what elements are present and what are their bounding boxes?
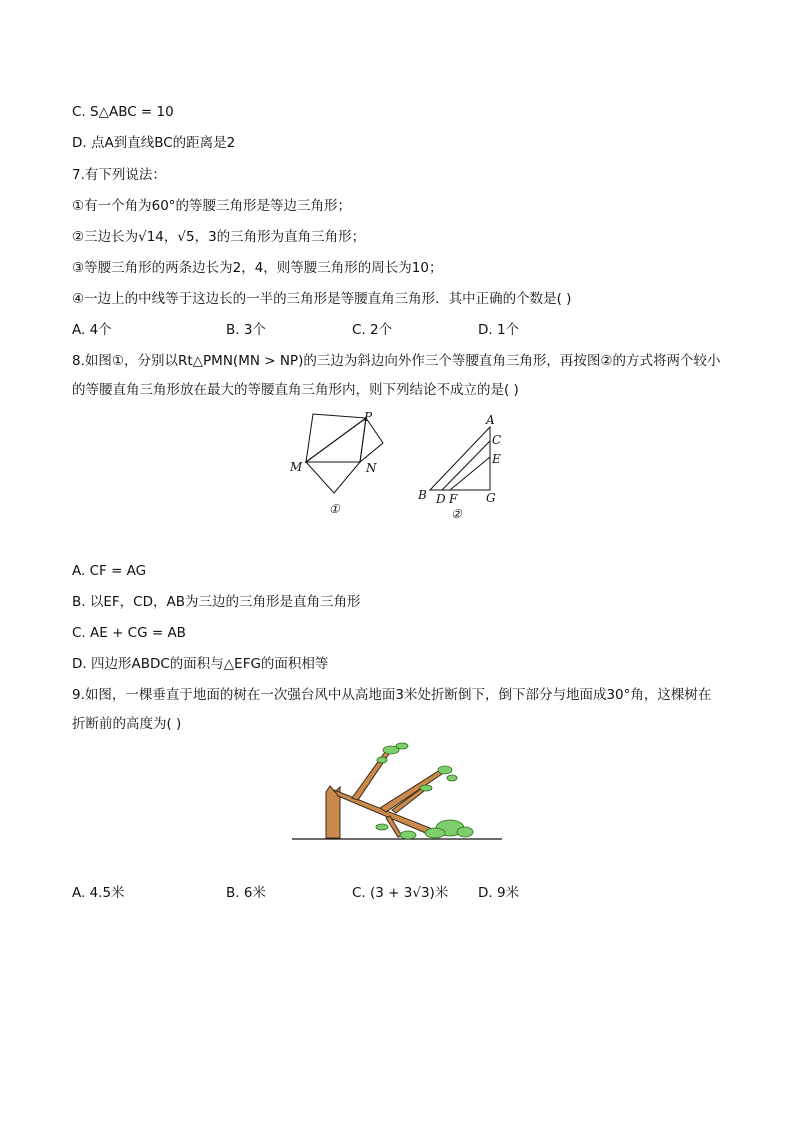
label-e: E bbox=[492, 452, 501, 466]
q7-stem: 7.有下列说法： bbox=[72, 167, 166, 183]
q7-item-4: ④一边上的中线等于这边长的一半的三角形是等腰直角三角形．其中正确的个数是( ) bbox=[72, 291, 572, 307]
q7-option-a: A. 4个 bbox=[72, 322, 112, 338]
label-c: C bbox=[492, 433, 502, 447]
triangle-on-mn bbox=[306, 462, 360, 493]
q8-stem: 8.如图①，分别以Rt△PMN(MN > NP)的三边为斜边向外作三个等腰直角三角形，再按图②的方式将两个较小的等腰直角三角形放在最大的等腰直角三角形内，则下列结论不成立的是( ) bbox=[72, 353, 721, 398]
q9-stem: 9.如图，一棵垂直于地面的树在一次强台风中从高地面3米处折断倒下，倒下部分与地面成30°角，这棵树在折断前的高度为( ) bbox=[72, 687, 712, 732]
q7-item-3: ③等腰三角形的两条边长为2，4，则等腰三角形的周长为10； bbox=[72, 260, 443, 276]
q8-option-b: B. 以EF，CD，AB为三边的三角形是直角三角形 bbox=[72, 594, 361, 610]
q8-figures bbox=[280, 405, 520, 525]
q7-item-2: ②三边长为√14，√5，3的三角形为直角三角形； bbox=[72, 229, 366, 245]
fallen-tree-illustration bbox=[290, 740, 505, 845]
label-g: G bbox=[486, 491, 496, 505]
q9-option-b: B. 6米 bbox=[226, 885, 266, 901]
figure-2 bbox=[430, 427, 490, 490]
label-p: P bbox=[364, 410, 373, 424]
caption-2: ② bbox=[451, 507, 462, 521]
label-b: B bbox=[418, 488, 427, 502]
label-d: D bbox=[436, 492, 446, 506]
q7-option-d: D. 1个 bbox=[478, 322, 520, 338]
q8-option-c: C. AE + CG = AB bbox=[72, 625, 186, 641]
branch-2 bbox=[380, 770, 442, 812]
q8-option-a: A. CF = AG bbox=[72, 563, 147, 579]
q9-option-c: C. (3 + 3√3)米 bbox=[352, 885, 449, 901]
q8-option-d: D. 四边形ABDC的面积与△EFG的面积相等 bbox=[72, 656, 329, 672]
label-m: M bbox=[290, 460, 303, 474]
triangle-abg bbox=[430, 427, 490, 490]
q6-option-c: C. S△ABC = 10 bbox=[72, 104, 174, 120]
q9-option-a: A. 4.5米 bbox=[72, 885, 125, 901]
q7-option-c: C. 2个 bbox=[352, 322, 393, 338]
q9-option-d: D. 9米 bbox=[478, 885, 520, 901]
caption-1: ① bbox=[329, 502, 340, 516]
q6-option-d: D. 点A到直线BC的距离是2 bbox=[72, 135, 236, 151]
figure-1 bbox=[306, 414, 383, 493]
label-a: A bbox=[486, 413, 495, 427]
triangle-on-pn bbox=[360, 418, 383, 462]
label-f: F bbox=[449, 492, 458, 506]
q7-item-1: ①有一个角为60°的等腰三角形是等边三角形； bbox=[72, 198, 352, 214]
q7-option-b: B. 3个 bbox=[226, 322, 266, 338]
label-n: N bbox=[366, 461, 377, 475]
